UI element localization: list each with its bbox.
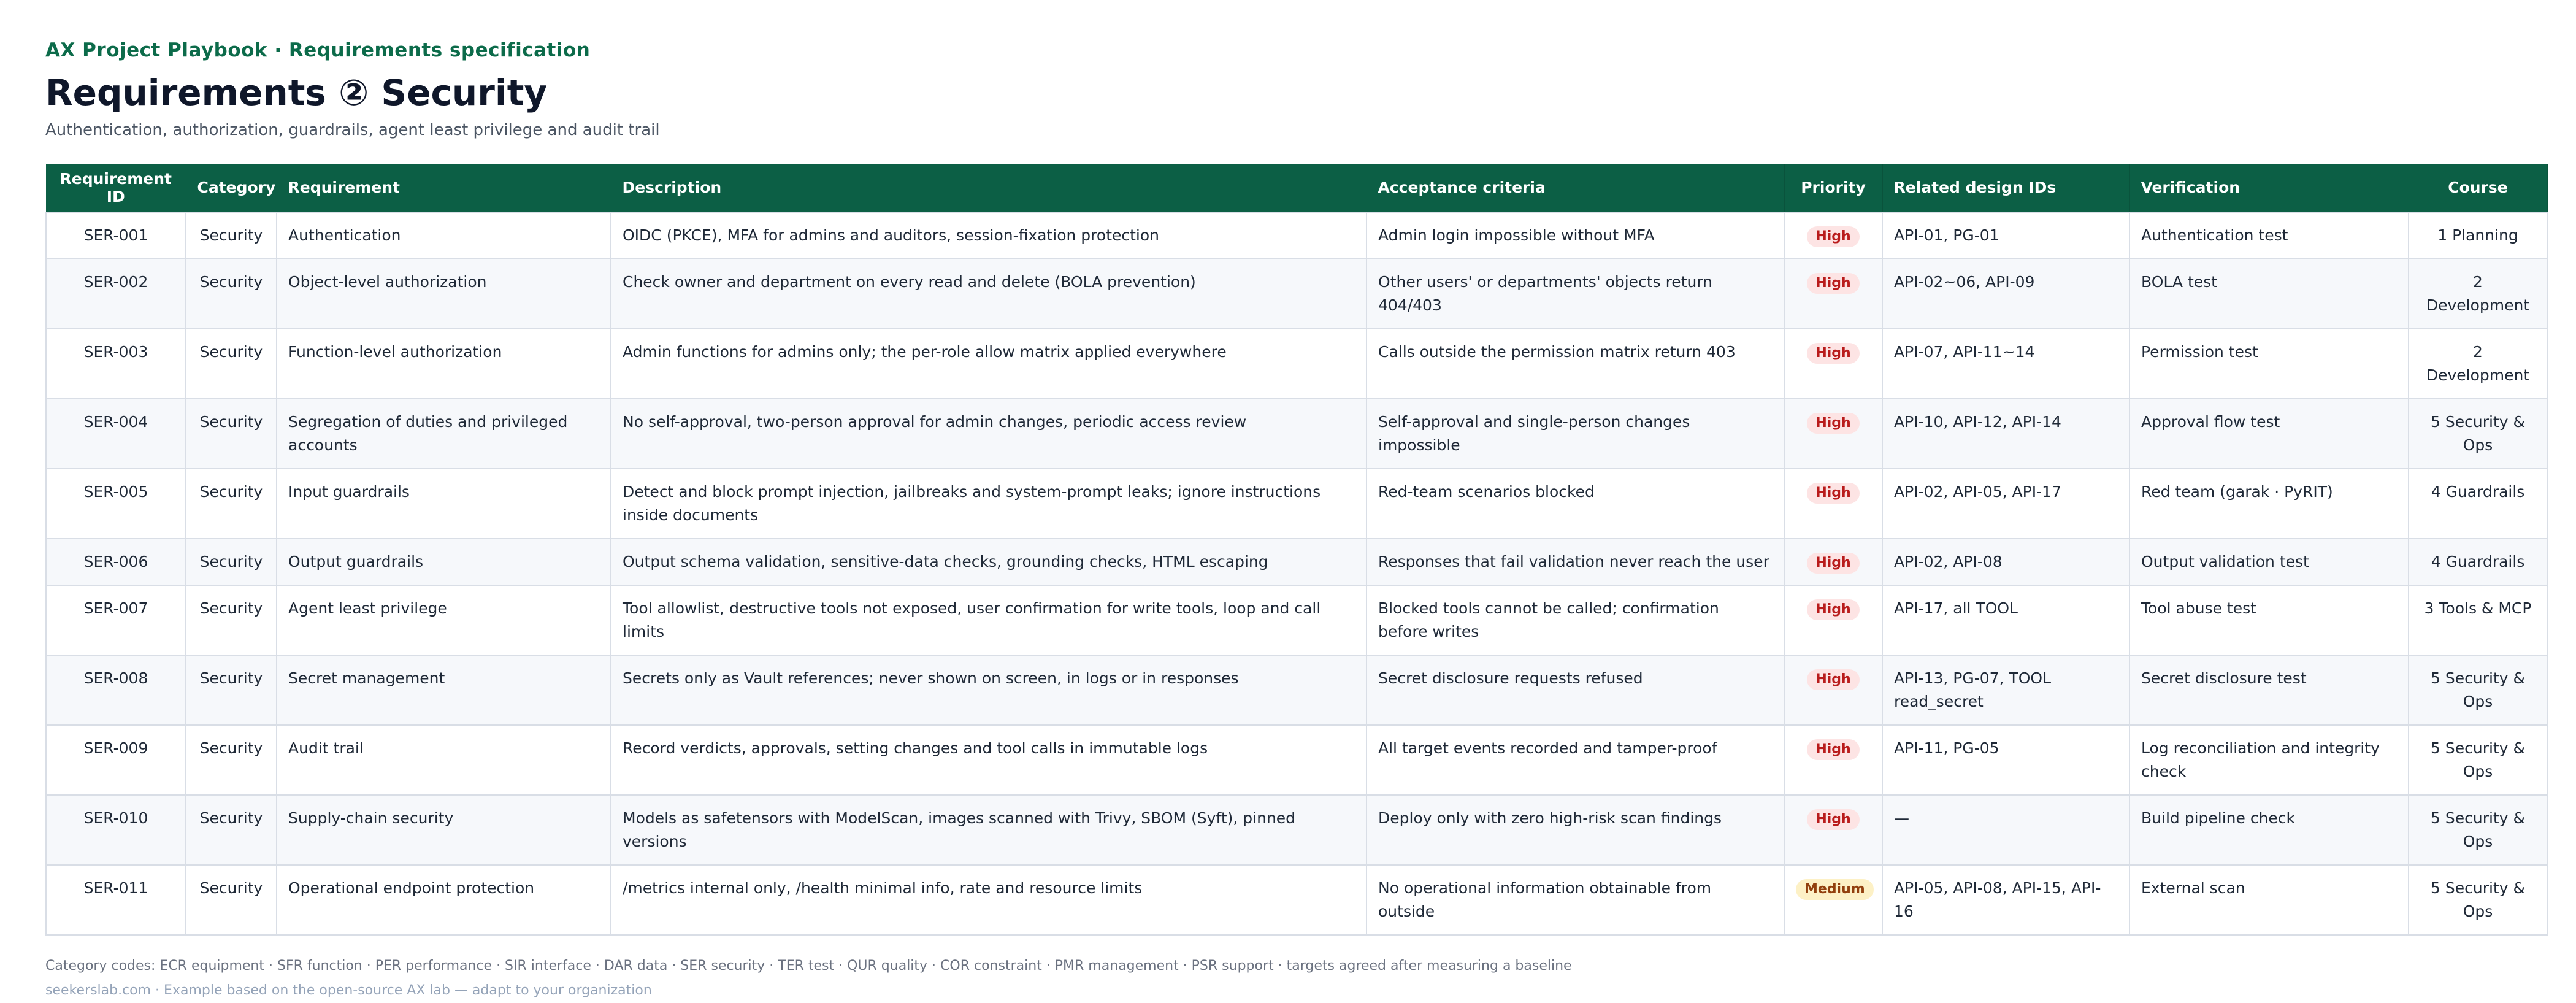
- cell-course: 2 Development: [2409, 329, 2547, 399]
- cell-category: Security: [186, 399, 277, 469]
- cell-related-design-ids: API-02~06, API-09: [1882, 259, 2129, 329]
- table-row: [46, 399, 2547, 469]
- cell-category: Security: [186, 539, 277, 585]
- priority-badge: High: [1807, 553, 1859, 574]
- cell-description: Secrets only as Vault references; never shown on screen, in logs or in responses: [611, 655, 1367, 725]
- cell-priority: [1784, 585, 1882, 655]
- table-row: [46, 655, 2547, 725]
- col-header-course: Course: [2409, 164, 2547, 212]
- cell-category: Security: [186, 212, 277, 259]
- cell-category: Security: [186, 469, 277, 539]
- col-header-category: Category: [186, 164, 277, 212]
- cell-description: Admin functions for admins only; the per-role allow matrix applied everywhere: [611, 329, 1367, 399]
- cell-acceptance-criteria: Deploy only with zero high-risk scan findings: [1367, 795, 1784, 865]
- cell-requirement-id: SER-007: [46, 585, 186, 655]
- cell-related-design-ids: API-05, API-08, API-15, API-16: [1882, 865, 2129, 935]
- cell-description: No self-approval, two-person approval for admin changes, periodic access review: [611, 399, 1367, 469]
- cell-course: 5 Security & Ops: [2409, 655, 2547, 725]
- cell-priority: [1784, 655, 1882, 725]
- cell-description: /metrics internal only, /health minimal info, rate and resource limits: [611, 865, 1367, 935]
- cell-category: Security: [186, 655, 277, 725]
- requirements-table: [45, 164, 2548, 936]
- footer: [45, 954, 2531, 1003]
- priority-badge: High: [1807, 273, 1859, 294]
- cell-requirement-id: SER-003: [46, 329, 186, 399]
- priority-badge: High: [1807, 599, 1859, 620]
- cell-requirement-id: SER-005: [46, 469, 186, 539]
- cell-requirement: Authentication: [277, 212, 611, 259]
- priority-badge: High: [1807, 413, 1859, 434]
- cell-description: Record verdicts, approvals, setting changes and tool calls in immutable logs: [611, 725, 1367, 795]
- cell-requirement: Input guardrails: [277, 469, 611, 539]
- priority-badge: High: [1807, 739, 1859, 760]
- cell-description: Tool allowlist, destructive tools not exposed, user confirmation for write tools, loop and call limits: [611, 585, 1367, 655]
- cell-acceptance-criteria: No operational information obtainable from outside: [1367, 865, 1784, 935]
- priority-badge: High: [1807, 483, 1859, 504]
- cell-category: Security: [186, 865, 277, 935]
- col-header-requirement: Requirement: [277, 164, 611, 212]
- cell-description: Check owner and department on every read and delete (BOLA prevention): [611, 259, 1367, 329]
- cell-requirement-id: SER-011: [46, 865, 186, 935]
- cell-acceptance-criteria: All target events recorded and tamper-proof: [1367, 725, 1784, 795]
- cell-course: 4 Guardrails: [2409, 469, 2547, 539]
- priority-badge: High: [1807, 669, 1859, 690]
- col-header-related-design-ids: Related design IDs: [1882, 164, 2129, 212]
- cell-related-design-ids: API-01, PG-01: [1882, 212, 2129, 259]
- cell-acceptance-criteria: Red-team scenarios blocked: [1367, 469, 1784, 539]
- priority-badge: High: [1807, 343, 1859, 364]
- cell-course: 3 Tools & MCP: [2409, 585, 2547, 655]
- cell-acceptance-criteria: Admin login impossible without MFA: [1367, 212, 1784, 259]
- cell-acceptance-criteria: Blocked tools cannot be called; confirmation before writes: [1367, 585, 1784, 655]
- cell-course: 5 Security & Ops: [2409, 865, 2547, 935]
- cell-priority: [1784, 539, 1882, 585]
- cell-requirement: Secret management: [277, 655, 611, 725]
- cell-course: 1 Planning: [2409, 212, 2547, 259]
- cell-priority: [1784, 725, 1882, 795]
- table-row: [46, 469, 2547, 539]
- table-header-row: [46, 164, 2547, 212]
- table-row: [46, 585, 2547, 655]
- table-row: [46, 795, 2547, 865]
- cell-category: Security: [186, 585, 277, 655]
- cell-course: 5 Security & Ops: [2409, 399, 2547, 469]
- table-row: [46, 865, 2547, 935]
- cell-requirement: Output guardrails: [277, 539, 611, 585]
- cell-course: 4 Guardrails: [2409, 539, 2547, 585]
- table-row: [46, 539, 2547, 585]
- page-subtitle: Authentication, authorization, guardrails, agent least privilege and audit trail: [45, 120, 660, 139]
- cell-requirement-id: SER-010: [46, 795, 186, 865]
- col-header-requirement-id: Requirement ID: [46, 164, 186, 212]
- cell-category: Security: [186, 725, 277, 795]
- cell-priority: [1784, 795, 1882, 865]
- cell-verification: Tool abuse test: [2129, 585, 2409, 655]
- col-header-priority: Priority: [1784, 164, 1882, 212]
- table-row: [46, 329, 2547, 399]
- cell-requirement: Segregation of duties and privileged accounts: [277, 399, 611, 469]
- cell-related-design-ids: API-11, PG-05: [1882, 725, 2129, 795]
- cell-verification: Output validation test: [2129, 539, 2409, 585]
- cell-requirement: Operational endpoint protection: [277, 865, 611, 935]
- col-header-description: Description: [611, 164, 1367, 212]
- cell-description: Models as safetensors with ModelScan, images scanned with Trivy, SBOM (Syft), pinned versions: [611, 795, 1367, 865]
- category-codes-note: Category codes: ECR equipment · SFR function · PER performance · SIR interface · DAR data · SER security · TER test · QUR quality · COR constraint · PMR management · PSR support · targets agreed after measuring a baseline: [45, 958, 1572, 974]
- cell-verification: Log reconciliation and integrity check: [2129, 725, 2409, 795]
- cell-requirement: Agent least privilege: [277, 585, 611, 655]
- cell-priority: [1784, 329, 1882, 399]
- cell-related-design-ids: API-10, API-12, API-14: [1882, 399, 2129, 469]
- cell-requirement: Audit trail: [277, 725, 611, 795]
- cell-course: 5 Security & Ops: [2409, 795, 2547, 865]
- cell-requirement-id: SER-002: [46, 259, 186, 329]
- table-row: [46, 212, 2547, 259]
- cell-acceptance-criteria: Self-approval and single-person changes impossible: [1367, 399, 1784, 469]
- cell-requirement: Supply-chain security: [277, 795, 611, 865]
- cell-requirement-id: SER-008: [46, 655, 186, 725]
- cell-acceptance-criteria: Calls outside the permission matrix return 403: [1367, 329, 1784, 399]
- col-header-acceptance-criteria: Acceptance criteria: [1367, 164, 1784, 212]
- priority-badge: Medium: [1796, 879, 1874, 900]
- cell-priority: [1784, 865, 1882, 935]
- cell-description: Detect and block prompt injection, jailbreaks and system-prompt leaks; ignore instructions inside documents: [611, 469, 1367, 539]
- cell-priority: [1784, 259, 1882, 329]
- cell-acceptance-criteria: Responses that fail validation never reach the user: [1367, 539, 1784, 585]
- cell-priority: [1784, 469, 1882, 539]
- cell-verification: Approval flow test: [2129, 399, 2409, 469]
- site-credit: seekerslab.com · Example based on the open-source AX lab — adapt to your organization: [45, 982, 652, 998]
- cell-priority: [1784, 212, 1882, 259]
- cell-related-design-ids: API-17, all TOOL: [1882, 585, 2129, 655]
- cell-requirement-id: SER-009: [46, 725, 186, 795]
- cell-verification: Permission test: [2129, 329, 2409, 399]
- cell-requirement: Object-level authorization: [277, 259, 611, 329]
- cell-requirement-id: SER-006: [46, 539, 186, 585]
- cell-verification: BOLA test: [2129, 259, 2409, 329]
- col-header-verification: Verification: [2129, 164, 2409, 212]
- table-row: [46, 725, 2547, 795]
- table-body: [46, 212, 2547, 935]
- cell-description: Output schema validation, sensitive-data checks, grounding checks, HTML escaping: [611, 539, 1367, 585]
- table-row: [46, 259, 2547, 329]
- cell-verification: Red team (garak · PyRIT): [2129, 469, 2409, 539]
- cell-related-design-ids: API-02, API-05, API-17: [1882, 469, 2129, 539]
- cell-requirement-id: SER-004: [46, 399, 186, 469]
- cell-acceptance-criteria: Secret disclosure requests refused: [1367, 655, 1784, 725]
- cell-category: Security: [186, 329, 277, 399]
- cell-requirement: Function-level authorization: [277, 329, 611, 399]
- cell-related-design-ids: —: [1882, 795, 2129, 865]
- cell-course: 5 Security & Ops: [2409, 725, 2547, 795]
- doc-kicker: AX Project Playbook · Requirements specification: [45, 39, 591, 61]
- priority-badge: High: [1807, 809, 1859, 830]
- cell-priority: [1784, 399, 1882, 469]
- cell-related-design-ids: API-07, API-11~14: [1882, 329, 2129, 399]
- priority-badge: High: [1807, 226, 1859, 247]
- cell-category: Security: [186, 795, 277, 865]
- cell-category: Security: [186, 259, 277, 329]
- cell-verification: Build pipeline check: [2129, 795, 2409, 865]
- page-title: Requirements ② Security: [45, 72, 548, 113]
- cell-requirement-id: SER-001: [46, 212, 186, 259]
- cell-related-design-ids: API-02, API-08: [1882, 539, 2129, 585]
- cell-description: OIDC (PKCE), MFA for admins and auditors, session-fixation protection: [611, 212, 1367, 259]
- cell-acceptance-criteria: Other users' or departments' objects return 404/403: [1367, 259, 1784, 329]
- cell-verification: Authentication test: [2129, 212, 2409, 259]
- cell-course: 2 Development: [2409, 259, 2547, 329]
- cell-verification: External scan: [2129, 865, 2409, 935]
- cell-verification: Secret disclosure test: [2129, 655, 2409, 725]
- cell-related-design-ids: API-13, PG-07, TOOL read_secret: [1882, 655, 2129, 725]
